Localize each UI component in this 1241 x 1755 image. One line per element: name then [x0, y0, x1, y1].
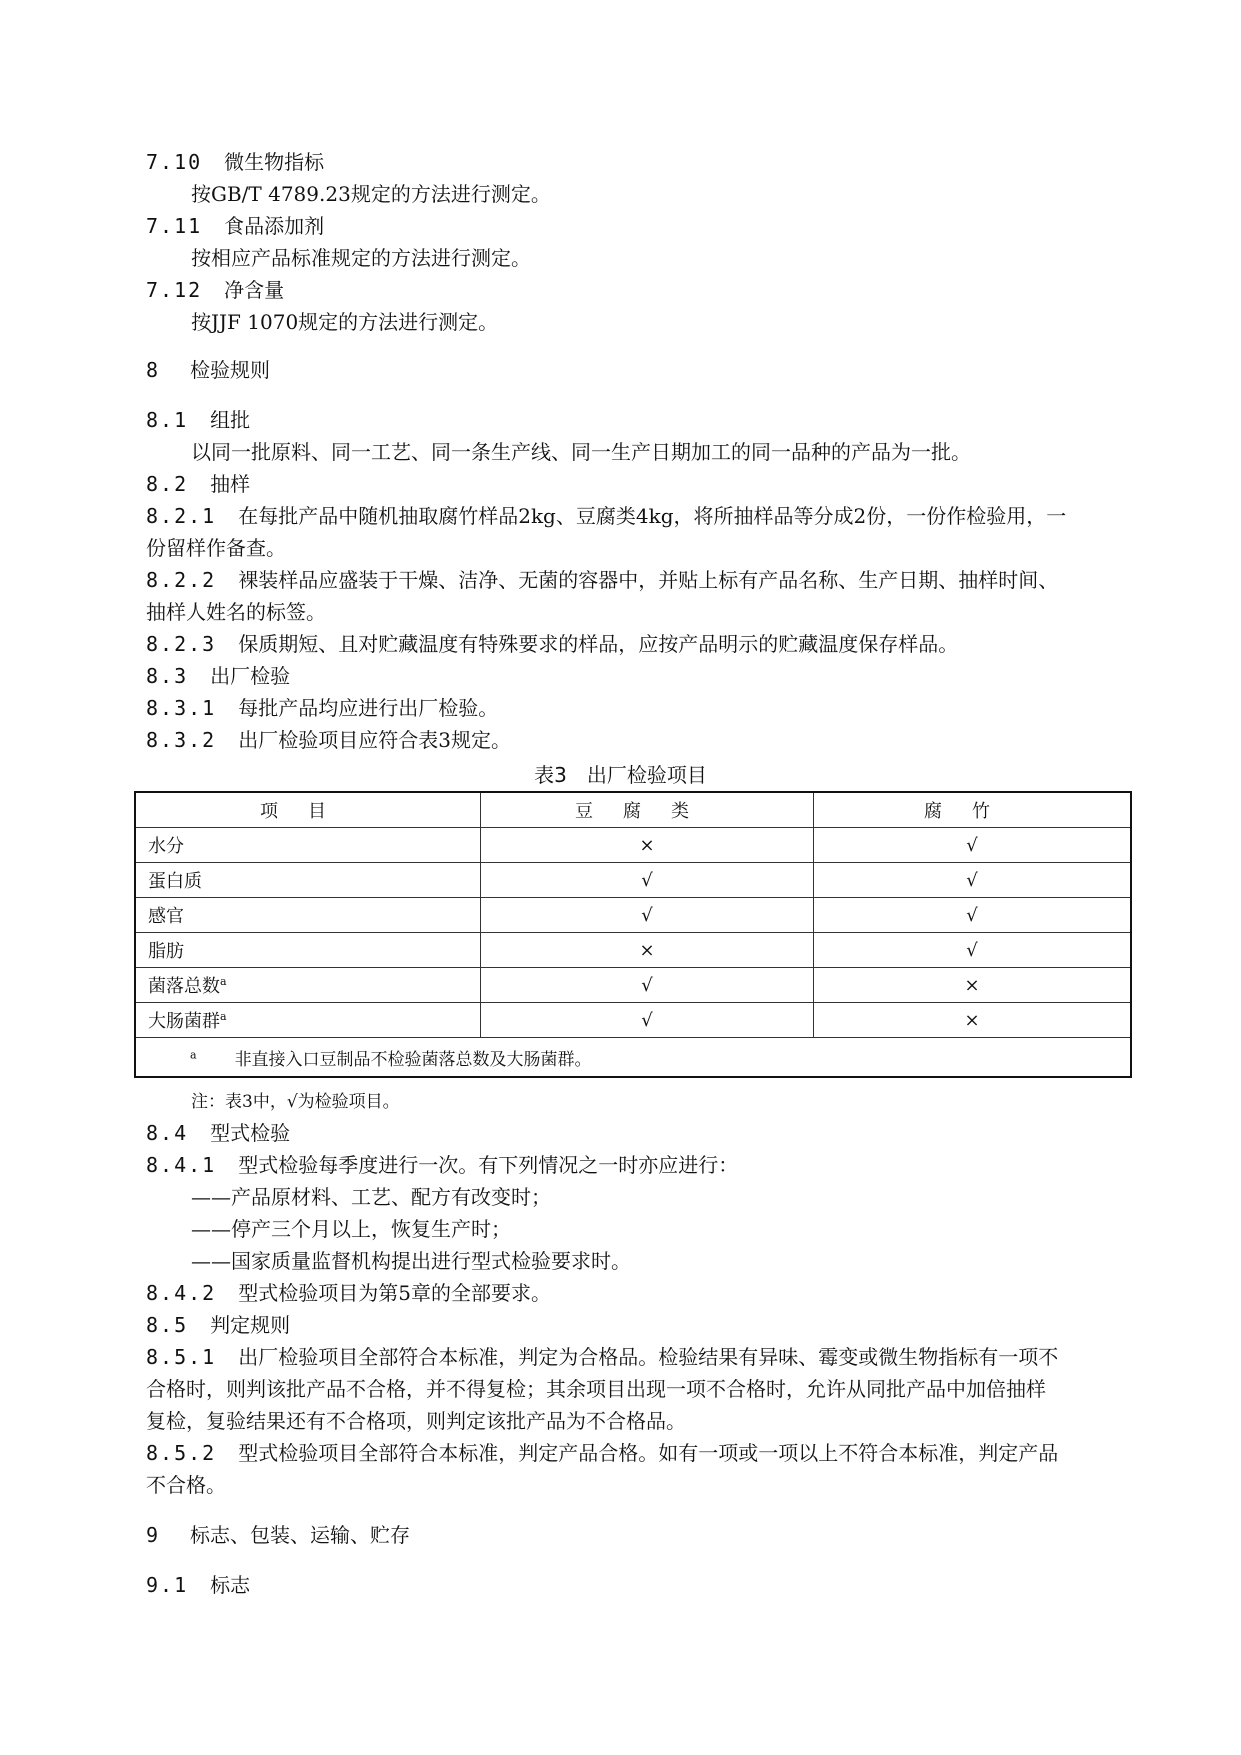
paragraph-8-5-1-cont: 复检，复验结果还有不合格项，则判定该批产品为不合格品。 [146, 1409, 686, 1433]
table-row [135, 898, 1131, 933]
heading-9: 9 标志、包装、运输、贮存 [146, 1523, 411, 1547]
header-fuzhu: 腐竹 [814, 792, 1132, 828]
table-row [135, 863, 1131, 898]
row-fuzhu: √ [814, 828, 1132, 863]
table-footnote-row [135, 1038, 1131, 1078]
table-row [135, 968, 1131, 1003]
footnote-marker: a [220, 975, 227, 988]
paragraph-8-5-2-cont: 不合格。 [146, 1473, 226, 1497]
paragraph-8-5-1: 8.5.1 出厂检验项目全部符合本标准，判定为合格品。检验结果有异味、霉变或微生物指标有一项不 [146, 1345, 1059, 1369]
table-note: 注：表3中，√为检验项目。 [191, 1092, 400, 1112]
list-item: ——国家质量监督机构提出进行型式检验要求时。 [191, 1249, 631, 1273]
row-fuzhu: √ [814, 898, 1132, 933]
heading-7-10: 7.10 微生物指标 [146, 150, 325, 174]
table-row [135, 933, 1131, 968]
row-doufu: × [481, 828, 814, 863]
paragraph-8-2-3: 8.2.3 保质期短、且对贮藏温度有特殊要求的样品，应按产品明示的贮藏温度保存样品。 [146, 632, 959, 656]
row-fuzhu: × [814, 968, 1132, 1003]
table-row [135, 828, 1131, 863]
row-fuzhu: √ [814, 933, 1132, 968]
row-item: 蛋白质 [135, 863, 481, 898]
paragraph-8-2-2: 8.2.2 裸装样品应盛装于干燥、洁净、无菌的容器中，并贴上标有产品名称、生产日期、抽样时间、 [146, 568, 1059, 592]
heading-8-2: 8.2 抽样 [146, 472, 251, 496]
list-item: ——产品原材料、工艺、配方有改变时； [191, 1185, 551, 1209]
heading-8-4: 8.4 型式检验 [146, 1121, 291, 1145]
row-doufu: √ [481, 968, 814, 1003]
paragraph-8-4-2: 8.4.2 型式检验项目为第5章的全部要求。 [146, 1281, 551, 1305]
table-caption: 表3 出厂检验项目 [534, 763, 707, 787]
table-footnote: $^a$ 非直接入口豆制品不检验菌落总数及大肠菌群。 [135, 1038, 1131, 1078]
row-item: 大肠菌群$^a$ [135, 1003, 481, 1038]
table-row [135, 1003, 1131, 1038]
paragraph-8-1: 以同一批原料、同一工艺、同一条生产线、同一生产日期加工的同一品种的产品为一批。 [191, 440, 971, 464]
list-item: ——停产三个月以上，恢复生产时； [191, 1217, 511, 1241]
row-doufu: √ [481, 863, 814, 898]
row-fuzhu: × [814, 1003, 1132, 1038]
row-item: 菌落总数$^a$ [135, 968, 481, 1003]
paragraph-8-5-1-cont: 合格时，则判该批产品不合格，并不得复检；其余项目出现一项不合格时，允许从同批产品中加倍抽样 [146, 1377, 1046, 1401]
heading-8-1: 8.1 组批 [146, 408, 251, 432]
paragraph-8-3-2: 8.3.2 出厂检验项目应符合表3规定。 [146, 728, 511, 752]
footnote-marker: a [220, 1010, 227, 1023]
header-doufu: 豆腐类 [481, 792, 814, 828]
heading-8-5: 8.5 判定规则 [146, 1313, 291, 1337]
header-item: 项目 [135, 792, 481, 828]
row-item: 水分 [135, 828, 481, 863]
heading-8: 8 检验规则 [146, 358, 271, 382]
heading-9-1: 9.1 标志 [146, 1573, 251, 1597]
inspection-table [134, 791, 1132, 1078]
paragraph-8-2-1-cont: 份留样作备查。 [146, 536, 286, 560]
table-header-row [135, 792, 1131, 828]
row-doufu: √ [481, 898, 814, 933]
heading-7-12: 7.12 净含量 [146, 278, 285, 302]
paragraph-8-2-2-cont: 抽样人姓名的标签。 [146, 600, 326, 624]
paragraph-7-10: 按GB/T 4789.23规定的方法进行测定。 [191, 182, 551, 206]
paragraph-7-12: 按JJF 1070规定的方法进行测定。 [191, 310, 499, 334]
row-item: 脂肪 [135, 933, 481, 968]
paragraph-8-5-2: 8.5.2 型式检验项目全部符合本标准，判定产品合格。如有一项或一项以上不符合本标准，判定产品 [146, 1441, 1059, 1465]
paragraph-8-4-1: 8.4.1 型式检验每季度进行一次。有下列情况之一时亦应进行： [146, 1153, 739, 1177]
row-fuzhu: √ [814, 863, 1132, 898]
paragraph-7-11: 按相应产品标准规定的方法进行测定。 [191, 246, 531, 270]
heading-7-11: 7.11 食品添加剂 [146, 214, 325, 238]
paragraph-8-3-1: 8.3.1 每批产品均应进行出厂检验。 [146, 696, 499, 720]
row-doufu: × [481, 933, 814, 968]
heading-8-3: 8.3 出厂检验 [146, 664, 291, 688]
row-item: 感官 [135, 898, 481, 933]
row-doufu: √ [481, 1003, 814, 1038]
paragraph-8-2-1: 8.2.1 在每批产品中随机抽取腐竹样品2kg、豆腐类4kg，将所抽样品等分成2份，一份作检验用，一 [146, 504, 1067, 528]
